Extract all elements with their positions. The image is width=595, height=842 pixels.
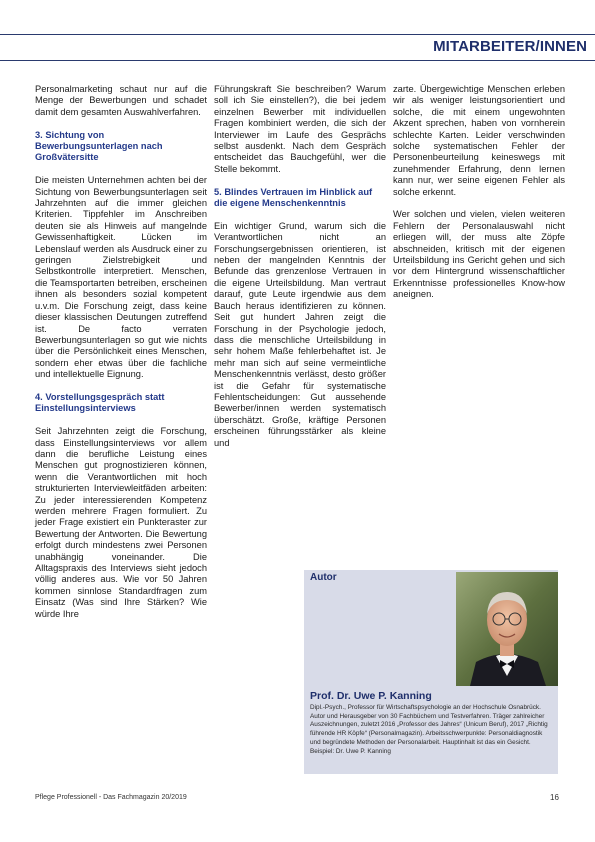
author-portrait-image bbox=[456, 572, 558, 686]
author-label: Autor bbox=[310, 572, 337, 583]
page-number: 16 bbox=[550, 793, 559, 802]
article-column-1 bbox=[35, 84, 207, 631]
author-box bbox=[304, 570, 558, 774]
author-bio: Dipl.-Psych., Professor für Wirtschaftspsychologie an der Hochschule Osnabrück. Autor und Herausgeber von 30 Fachbüchern und Testverfahren. Träger zahlreicher Auszeichnungen, zuletzt 2016 „Professor des Jahres“ (Unicum Beruf), 2017 „Richtig führende HR Köpfe“ (Personalmagazin). Arbeitsschwerpunkte: Personaldiagnostik und begründete Methoden der Personalarbeit. Hauptinhalt ist das ein Gesicht. Beispiel: Dr. Uwe P. Kanning bbox=[310, 704, 548, 755]
section-title: MITARBEITER/INNEN bbox=[433, 38, 587, 55]
title-rule bbox=[0, 60, 595, 61]
author-name: Prof. Dr. Uwe P. Kanning bbox=[310, 690, 432, 702]
paragraph: Führungskraft Sie beschreiben? Warum soll ich Sie einstellen?), die bei jedem einzelnen Bewerber mit individuellen Fragen kombiniert werden, die sich der Interviewer im Laufe des Gesprächs selbst ausdenkt. Nach dem Gespräch entscheidet das Bauchgefühl, wer die Stelle bekommt. bbox=[214, 84, 386, 174]
article-column-3 bbox=[393, 84, 565, 312]
paragraph: zarte. Übergewichtige Menschen erleben wir als weniger leistungsorientiert und solche, die mit einem ungewohnten Akzent sprechen, haben von vornherein schlechte Karten. Leider verschwinden solche systematischen Fehler der Personenbeurteilung keineswegs mit zunehmender Erfahrung, denn lernen kann nur, wer seine eigenen Fehler als solche erkennt. bbox=[393, 84, 565, 197]
author-photo bbox=[456, 572, 558, 686]
paragraph: Ein wichtiger Grund, warum sich die Verantwortlichen nicht an Forschungsergebnissen orientieren, ist neben der mangelnden Kenntnis der Befunde das grenzenlose Vertrauen in die eigene Urteilsbildung. Man vertraut darauf, gute Leute irgendwie aus dem Bauch heraus identifizieren zu können. Seit gut hundert Jahren zeigt die Forschung in der Psychologie jedoch, dass die menschliche Urteilsbildung in sehr hohem Maße fehlerbehaftet ist. Je mehr man sich auf seine vermeintliche Menschenkenntnis verlässt, desto größer ist die Gefahr für systematische Fehlentscheidungen: Gut aussehende Bewerber/innen werden systematisch überschätzt. Große, kräftige Personen erscheinen führungsstärker als kleine und bbox=[214, 220, 386, 448]
subheading: 4. Vorstellungsgespräch statt Einstellungsinterviews bbox=[35, 391, 165, 414]
paragraph: Die meisten Unternehmen achten bei der Sichtung von Bewerbungsunterlagen seit Jahrzehnten auf die immer gleichen Kriterien. Tippfehler im Anschreiben deuten sie als Hinweis auf mangelnde Gewissenhaftigkeit. Lücken im Lebenslauf werden als Ausdruck einer zu geringen Zielstrebigkeit und Selbstkontrolle interpretiert. Menschen, die Teamsportarten betreiben, erscheinen ihnen als besonders sozial kompetent u.v.m. Die Forschung zeigt, dass keine dieser klassischen Deutungen zutreffend ist. De facto verraten Bewerbungsunterlagen so gut wie nichts über die Persönlichkeit eines Menschen, sondern eher etwas über die fachliche und intellektuelle Eignung. bbox=[35, 175, 207, 380]
paragraph: Seit Jahrzehnten zeigt die Forschung, dass Einstellungsinterviews vor allem dann die berufliche Leistung eines Menschen gut prognostizieren können, wenn die Verantwortlichen mit hoch strukturierten Interviewleitfäden arbeiten: Zu jeder interessierenden Kompetenz werden mehrere Fragen formuliert. Zu jeder Frage existiert ein Punkteraster zur Bewertung der Antworten. Die Bewertung erfolgt durch mindestens zwei Personen unabhängig voneinander. Die Alltagspraxis des Interviews sieht jedoch völlig anderes aus. Wie vor 50 Jahren kommen sinnlose Standardfragen zum Einsatz (Was sind Ihre Stärken? Wie würde Ihre bbox=[35, 426, 207, 619]
top-rule bbox=[0, 34, 595, 35]
article-column-2 bbox=[214, 84, 386, 460]
subheading: 5. Blindes Vertrauen im Hinblick auf die eigene Menschenkenntnis bbox=[214, 186, 373, 209]
paragraph: Wer solchen und vielen, vielen weiteren Fehlern der Personalauswahl nicht erliegen will, der muss alte Zöpfe abschneiden, kritisch mit der eigenen Urteilsbildung ins Gericht gehen und sich vor dem Hintergrund wissenschaftlicher Erkenntnisse professionelles Know-how aneignen. bbox=[393, 209, 565, 300]
footer-publication: Pflege Professionell - Das Fachmagazin 20/2019 bbox=[35, 794, 187, 801]
subheading: 3. Sichtung von Bewerbungsunterlagen nach Großvätersitte bbox=[35, 129, 163, 163]
paragraph: Personalmarketing schaut nur auf die Menge der Bewerbungen und schadet damit dem gesamten Auswahlverfahren. bbox=[35, 84, 207, 117]
